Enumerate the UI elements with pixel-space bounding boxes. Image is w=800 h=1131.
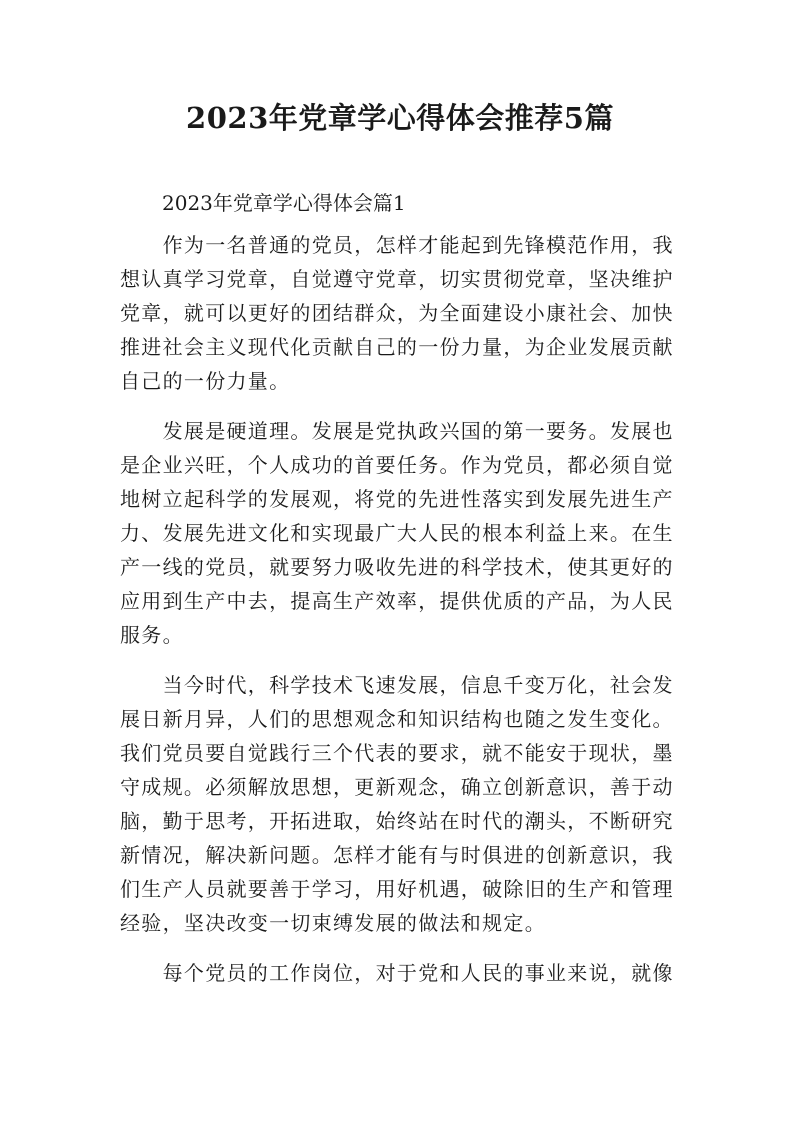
body-line: 我们党员要自觉践行三个代表的要求，就不能安于现状，墨 bbox=[120, 741, 674, 765]
body-line: 自己的一份力量。 bbox=[120, 369, 291, 393]
body-line: 们生产人员就要善于学习，用好机遇，破除旧的生产和管理 bbox=[120, 877, 674, 901]
body-line: 发展是硬道理。发展是党执政兴国的第一要务。发展也 bbox=[120, 419, 674, 443]
body-line: 每个党员的工作岗位，对于党和人民的事业来说，就像 bbox=[120, 961, 674, 985]
section-heading: 2023年党章学心得体会篇1 bbox=[162, 191, 406, 215]
document-title: 2023年党章学心得体会推荐5篇 bbox=[186, 101, 614, 135]
body-line: 新情况，解决新问题。怎样才能有与时俱进的创新意识，我 bbox=[120, 843, 674, 867]
body-line: 力、发展先进文化和实现最广大人民的根本利益上来。在生 bbox=[120, 521, 674, 545]
body-line: 是企业兴旺，个人成功的首要任务。作为党员，都必须自觉 bbox=[120, 453, 674, 477]
body-line: 服务。 bbox=[120, 623, 184, 647]
body-line: 经验，坚决改变一切束缚发展的做法和规定。 bbox=[120, 911, 546, 935]
body-line: 脑，勤于思考，开拓进取，始终站在时代的潮头，不断研究 bbox=[120, 809, 674, 833]
body-line: 推进社会主义现代化贡献自己的一份力量，为企业发展贡献 bbox=[120, 335, 674, 359]
body-line: 作为一名普通的党员，怎样才能起到先锋模范作用，我 bbox=[120, 233, 674, 257]
body-line: 产一线的党员，就要努力吸收先进的科学技术，使其更好的 bbox=[120, 555, 674, 579]
body-line: 当今时代，科学技术飞速发展，信息千变万化，社会发 bbox=[120, 673, 674, 697]
body-line: 想认真学习党章，自觉遵守党章，切实贯彻党章，坚决维护 bbox=[120, 267, 674, 291]
body-line: 应用到生产中去，提高生产效率，提供优质的产品，为人民 bbox=[120, 589, 674, 613]
body-line: 地树立起科学的发展观，将党的先进性落实到发展先进生产 bbox=[120, 487, 674, 511]
body-line: 展日新月异，人们的思想观念和知识结构也随之发生变化。 bbox=[120, 707, 674, 731]
body-line: 党章，就可以更好的团结群众，为全面建设小康社会、加快 bbox=[120, 301, 674, 325]
body-line: 守成规。必须解放思想，更新观念，确立创新意识，善于动 bbox=[120, 775, 674, 799]
